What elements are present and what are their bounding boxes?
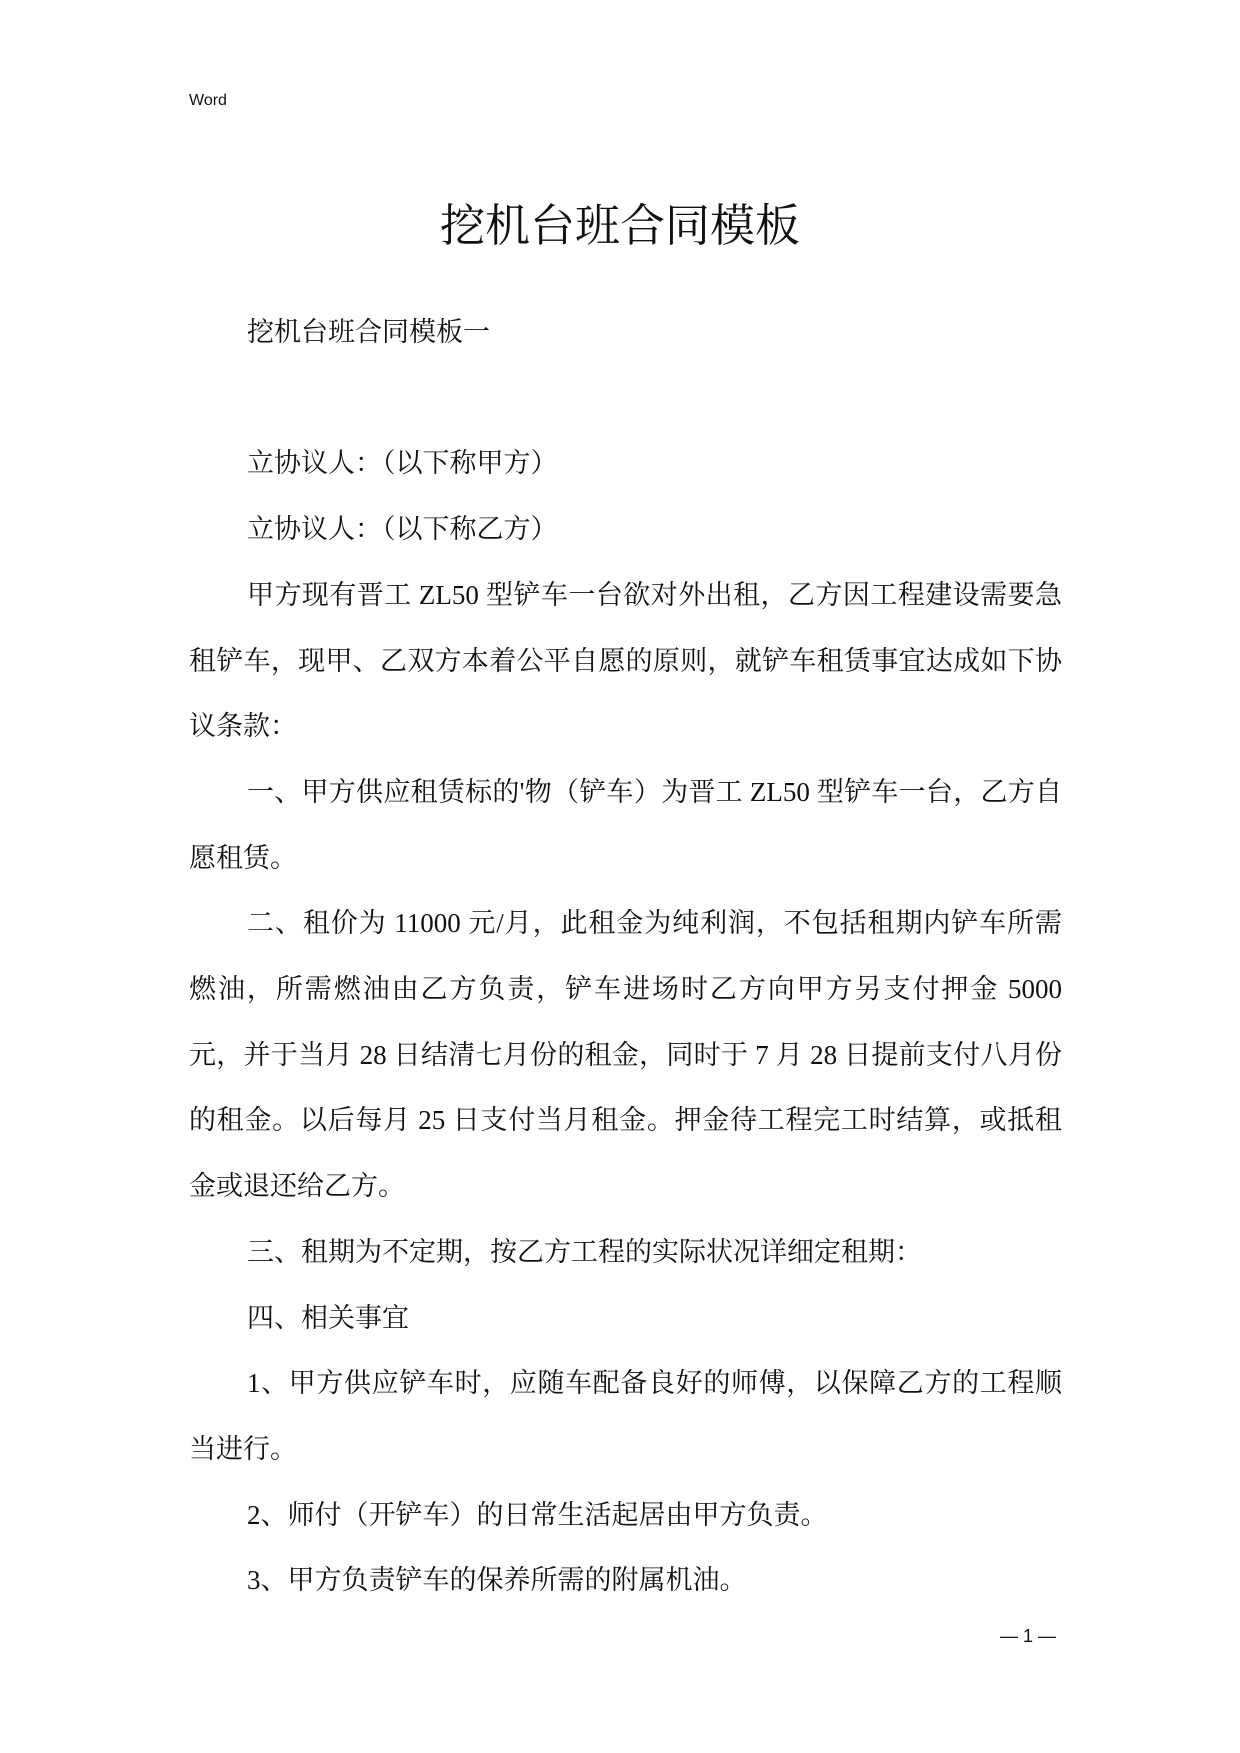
clause-4-item-1: 1、甲方供应铲车时，应随车配备良好的师傅，以保障乙方的工程顺当进行。	[189, 1368, 1062, 1464]
spacer	[189, 366, 1062, 432]
party-b-line: 立协议人：（以下称乙方）	[247, 514, 558, 545]
page-number: — 1 —	[1000, 1626, 1057, 1646]
paragraph-intro: 甲方现有晋工 ZL50 型铲车一台欲对外出租，乙方因工程建设需要急租铲车，现甲、乙双方本着公平自愿的原则，就铲车租赁事宜达成如下协议条款：	[189, 579, 1062, 742]
party-a-line: 立协议人：（以下称甲方）	[247, 448, 558, 479]
clause-1: 一、甲方供应租赁标的'物（铲车）为晋工 ZL50 型铲车一台，乙方自愿租赁。	[189, 776, 1062, 873]
document-title: 挖机台班合同模板	[439, 201, 800, 251]
section-heading: 挖机台班合同模板一	[247, 317, 490, 347]
clause-4-item-3: 3、甲方负责铲车的保养所需的附属机油。	[247, 1565, 747, 1596]
page-header: Word	[189, 92, 227, 109]
clause-4-item-2: 2、师付（开铲车）的日常生活起居由甲方负责。	[247, 1499, 828, 1530]
clause-2: 二、租价为 11000 元/月，此租金为纯利润，不包括租期内铲车所需燃油，所需燃油由乙方负责，铲车进场时乙方向甲方另支付押金 5000 元，并于当月 28 日结清七月份的租金，同时于 7 月 28 日提前支付八月份的租金。以后每月 25 日支付当月租金。押金待工程完工时结算，或抵租金或退还给乙方。	[189, 908, 1062, 1202]
clause-3: 三、租期为不定期，按乙方工程的实际状况详细定租期：	[247, 1236, 922, 1267]
clause-4: 四、相关事宜	[247, 1302, 409, 1333]
document-body	[189, 300, 1062, 1614]
